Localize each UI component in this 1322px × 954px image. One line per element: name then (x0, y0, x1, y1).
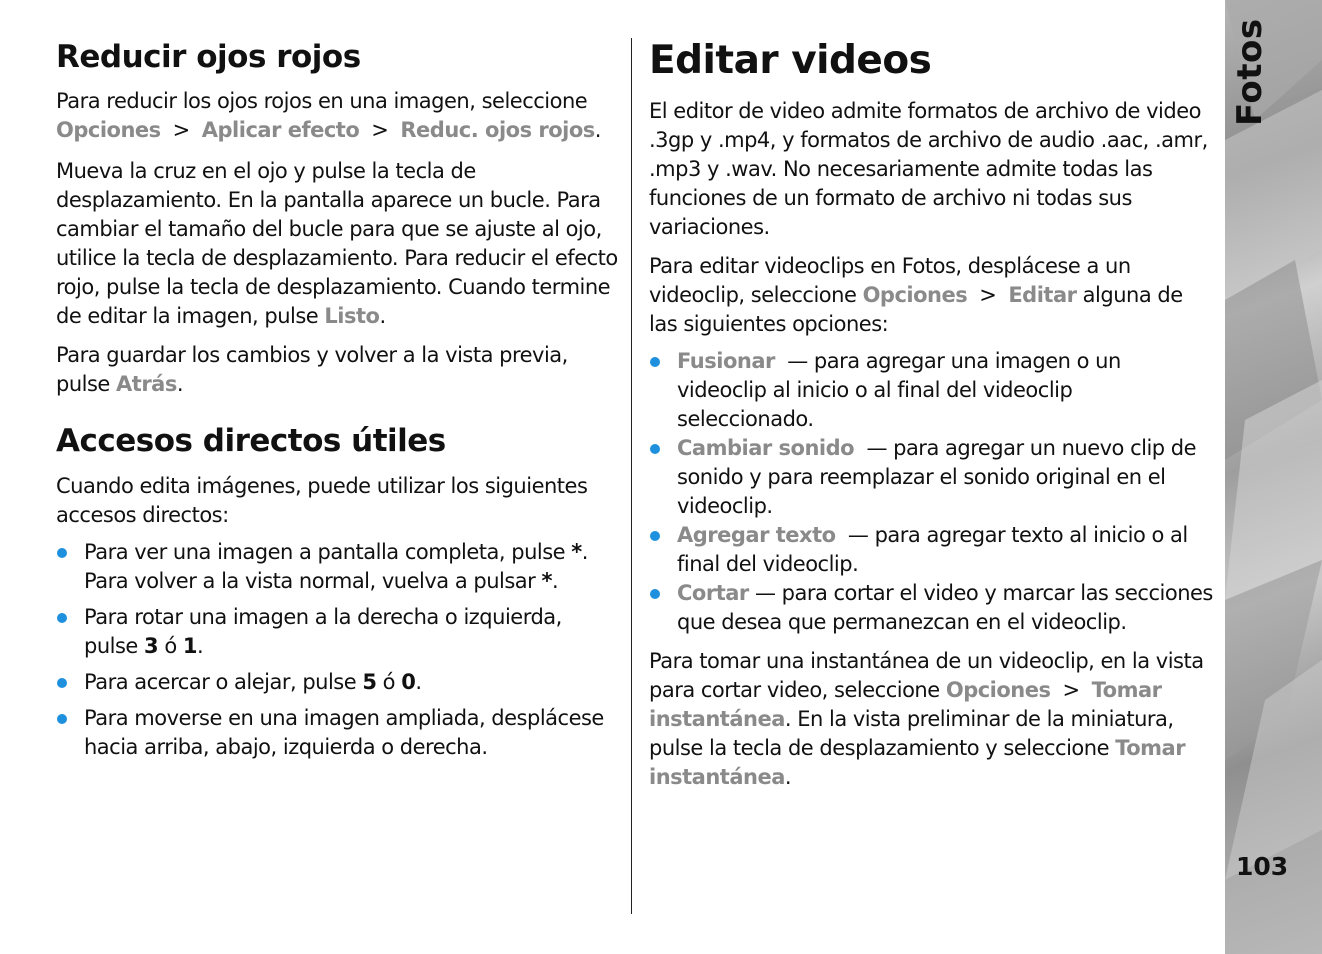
menu-reduc-ojos-rojos: Reduc. ojos rojos (400, 118, 595, 142)
bullet-icon (57, 714, 67, 724)
paragraph-editor-formats: El editor de video admite formatos de archivo de video .3gp y .mp4, y formatos de archivo de audio .aac, .amr, .mp3 y .wav. No necesariamente admite todas las funciones de un formato de archivo ni todas sus variaciones. (649, 99, 1208, 239)
bullet-icon (650, 444, 660, 454)
option-cambiar-sonido: Cambiar sonido (677, 436, 855, 460)
heading-reducir-ojos-rojos: Reducir ojos rojos (56, 39, 361, 75)
paragraph-reducir-guardar: Para guardar los cambios y volver a la vista previa, pulse Atrás. (56, 343, 568, 396)
page-number: 103 (1236, 852, 1289, 881)
bullet-icon (57, 548, 67, 558)
section-tab-strip (1225, 0, 1322, 954)
section-label-fotos: Fotos (1230, 18, 1270, 126)
key-listo: Listo (324, 304, 380, 328)
heading-accesos-directos: Accesos directos útiles (56, 423, 446, 459)
menu-aplicar-efecto: Aplicar efecto (201, 118, 360, 142)
bullet-icon (650, 589, 660, 599)
shortcut-list (56, 538, 618, 762)
menu-opciones: Opciones (862, 283, 968, 307)
bullet-icon (57, 613, 67, 623)
heading-editar-videos: Editar videos (649, 38, 932, 83)
paragraph-reducir-instructions: Mueva la cruz en el ojo y pulse la tecla de desplazamiento. En la pantalla aparece un bucle. Para cambiar el tamaño del bucle para que se ajuste al ojo, utilice la tecla de desplazamiento. Para reducir el efecto rojo, pulse la tecla de desplazamiento. Cuando termine de editar la imagen, pulse Listo. (56, 159, 618, 328)
list-item: Para moverse en una imagen ampliada, desplácese hacia arriba, abajo, izquierda o derecha. (56, 704, 618, 762)
paragraph-reducir-intro: Para reducir los ojos rojos en una imagen, seleccione Opciones > Aplicar efecto > Reduc. ojos rojos. (56, 89, 601, 142)
option-cortar: Cortar (677, 581, 749, 605)
menu-opciones: Opciones (945, 678, 1051, 702)
option-fusionar: Fusionar (677, 349, 775, 373)
paragraph-instantanea: Para tomar una instantánea de un videoclip, en la vista para cortar video, seleccione Opciones > Tomar instantánea. En la vista preliminar de la miniatura, pulse la tecla de desplazamiento y seleccione Tomar instantánea. (649, 649, 1204, 789)
bullet-icon (650, 531, 660, 541)
list-item: Agregar texto — para agregar texto al inicio o al final del videoclip. (649, 521, 1215, 579)
list-item: Cortar — para cortar el video y marcar las secciones que desea que permanezcan en el videoclip. (649, 579, 1215, 637)
list-item: Cambiar sonido — para agregar un nuevo clip de sonido y para reemplazar el sonido original en el videoclip. (649, 434, 1215, 521)
bullet-icon (650, 357, 660, 367)
faceted-background-pattern (1225, 0, 1322, 954)
edit-options-list (649, 347, 1215, 637)
menu-tomar-instantanea: Tomar instantánea (649, 678, 1162, 731)
list-item: Fusionar — para agregar una imagen o un videoclip al inicio o al final del videoclip seleccionado. (649, 347, 1215, 434)
option-agregar-texto: Agregar texto (677, 523, 836, 547)
key-tomar-instantanea: Tomar instantánea (649, 736, 1186, 789)
paragraph-editar-intro: Para editar videoclips en Fotos, desplácese a un videoclip, seleccione Opciones > Editar alguna de las siguientes opciones: (649, 254, 1183, 336)
list-item: Para ver una imagen a pantalla completa, pulse *. Para volver a la vista normal, vuelva a pulsar *. (56, 538, 618, 596)
menu-editar: Editar (1008, 283, 1077, 307)
paragraph-accesos-intro: Cuando edita imágenes, puede utilizar los siguientes accesos directos: (56, 474, 588, 527)
bullet-icon (57, 678, 67, 688)
column-divider (631, 38, 632, 914)
list-item: Para rotar una imagen a la derecha o izquierda, pulse 3 ó 1. (56, 603, 618, 661)
list-item: Para acercar o alejar, pulse 5 ó 0. (56, 668, 618, 697)
key-atras: Atrás (116, 372, 177, 396)
menu-opciones: Opciones (56, 118, 161, 142)
